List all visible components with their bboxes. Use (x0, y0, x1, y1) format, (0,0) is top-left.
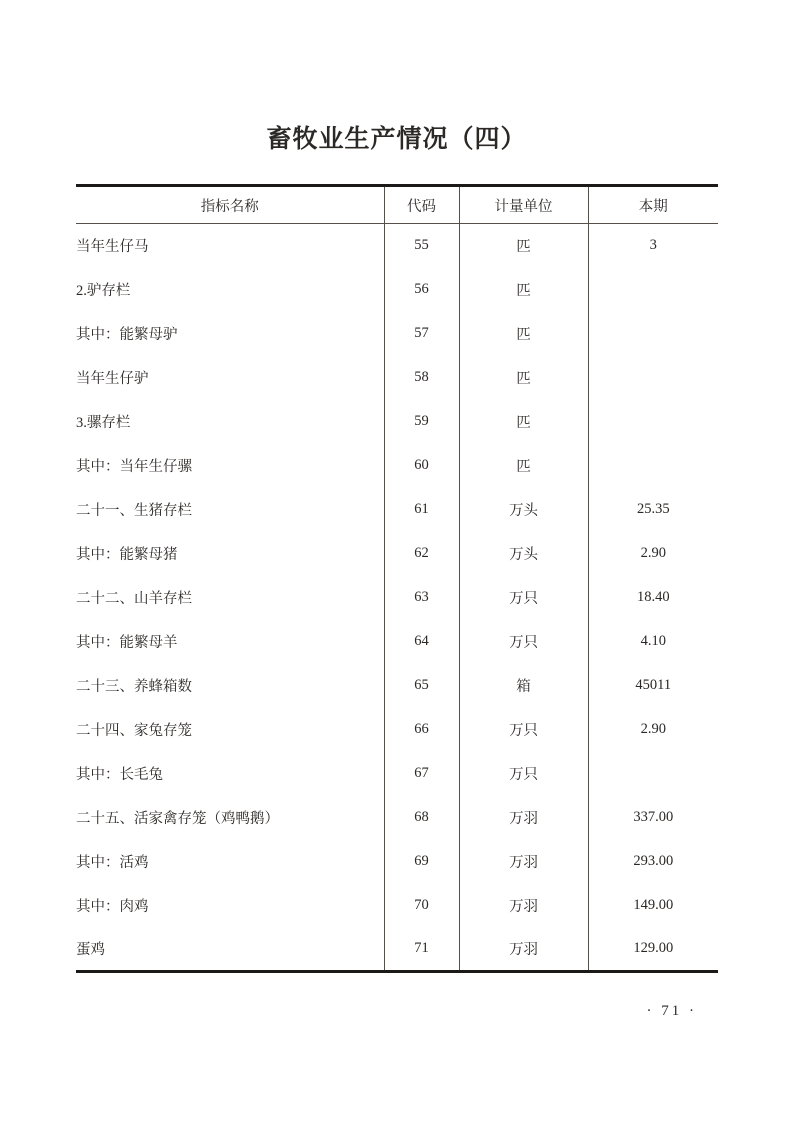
table-row (76, 840, 718, 884)
value-cell: 293.00 (588, 840, 718, 884)
code-cell: 60 (384, 444, 459, 488)
indicator-cell: 其中：能繁母猪 (76, 547, 178, 563)
indicator-cell: 2.驴存栏 (76, 283, 131, 299)
value-cell: 129.00 (588, 928, 718, 972)
unit-cell: 万只 (459, 576, 588, 620)
column-header-indicator: 指标名称 (76, 186, 384, 224)
table-row (76, 444, 718, 488)
unit-cell: 万羽 (459, 928, 588, 972)
indicator-cell: 二十二、山羊存栏 (76, 591, 192, 607)
code-cell: 57 (384, 312, 459, 356)
table-row (76, 576, 718, 620)
indicator-cell: 二十四、家兔存笼 (76, 723, 192, 739)
unit-cell: 万只 (459, 708, 588, 752)
unit-cell: 万只 (459, 752, 588, 796)
page-number: · 71 · (646, 1003, 697, 1019)
page-title: 畜牧业生产情况（四） (266, 126, 527, 153)
table-body (76, 224, 718, 972)
indicator-cell: 其中：肉鸡 (76, 899, 149, 915)
indicator-cell: 其中：能繁母驴 (76, 327, 178, 343)
unit-cell: 万羽 (459, 884, 588, 928)
code-cell: 69 (384, 840, 459, 884)
value-cell (588, 356, 718, 400)
unit-cell: 万头 (459, 488, 588, 532)
value-cell (588, 752, 718, 796)
table-row (76, 224, 718, 268)
value-cell: 4.10 (588, 620, 718, 664)
unit-cell: 匹 (459, 356, 588, 400)
indicator-cell: 当年生仔驴 (76, 371, 149, 387)
column-header-period: 本期 (588, 186, 718, 224)
unit-cell: 匹 (459, 444, 588, 488)
column-header-unit: 计量单位 (459, 186, 588, 224)
code-cell: 58 (384, 356, 459, 400)
code-cell: 71 (384, 928, 459, 972)
indicator-cell: 其中：活鸡 (76, 855, 149, 871)
table-row (76, 884, 718, 928)
value-cell: 337.00 (588, 796, 718, 840)
indicator-cell: 当年生仔马 (76, 239, 149, 256)
code-cell: 63 (384, 576, 459, 620)
value-cell: 2.90 (588, 532, 718, 576)
unit-cell: 万羽 (459, 796, 588, 840)
code-cell: 66 (384, 708, 459, 752)
code-cell: 70 (384, 884, 459, 928)
code-cell: 67 (384, 752, 459, 796)
indicator-cell: 二十三、养蜂箱数 (76, 679, 192, 695)
table-row (76, 268, 718, 312)
code-cell: 65 (384, 664, 459, 708)
table-row (76, 532, 718, 576)
code-cell: 56 (384, 268, 459, 312)
indicator-cell: 其中：长毛兔 (76, 767, 163, 783)
code-cell: 64 (384, 620, 459, 664)
value-cell (588, 400, 718, 444)
code-cell: 61 (384, 488, 459, 532)
unit-cell: 箱 (459, 664, 588, 708)
indicator-cell: 其中：能繁母羊 (76, 635, 178, 651)
code-cell: 59 (384, 400, 459, 444)
table-row (76, 752, 718, 796)
table-row (76, 928, 718, 972)
value-cell (588, 268, 718, 312)
table-row (76, 312, 718, 356)
indicator-cell: 二十五、活家禽存笼（鸡鸭鹅） (76, 811, 279, 827)
table-header-row (76, 186, 718, 224)
unit-cell: 匹 (459, 312, 588, 356)
table-row (76, 620, 718, 664)
column-header-code: 代码 (384, 186, 459, 224)
code-cell: 55 (384, 224, 459, 268)
table-row (76, 400, 718, 444)
table-row (76, 796, 718, 840)
value-cell: 2.90 (588, 708, 718, 752)
code-cell: 68 (384, 796, 459, 840)
value-cell: 45011 (588, 664, 718, 708)
table-row (76, 664, 718, 708)
unit-cell: 万头 (459, 532, 588, 576)
indicator-cell: 蛋鸡 (76, 942, 105, 959)
table-row (76, 708, 718, 752)
table-row (76, 488, 718, 532)
code-cell: 62 (384, 532, 459, 576)
unit-cell: 万只 (459, 620, 588, 664)
value-cell: 18.40 (588, 576, 718, 620)
indicator-cell: 其中：当年生仔骡 (76, 459, 192, 475)
value-cell: 3 (588, 224, 718, 268)
value-cell (588, 444, 718, 488)
value-cell (588, 312, 718, 356)
table-row (76, 356, 718, 400)
value-cell: 25.35 (588, 488, 718, 532)
value-cell: 149.00 (588, 884, 718, 928)
unit-cell: 匹 (459, 400, 588, 444)
unit-cell: 万羽 (459, 840, 588, 884)
unit-cell: 匹 (459, 268, 588, 312)
indicator-cell: 二十一、生猪存栏 (76, 503, 192, 519)
unit-cell: 匹 (459, 224, 588, 268)
livestock-table (76, 184, 718, 973)
indicator-cell: 3.骡存栏 (76, 415, 131, 431)
